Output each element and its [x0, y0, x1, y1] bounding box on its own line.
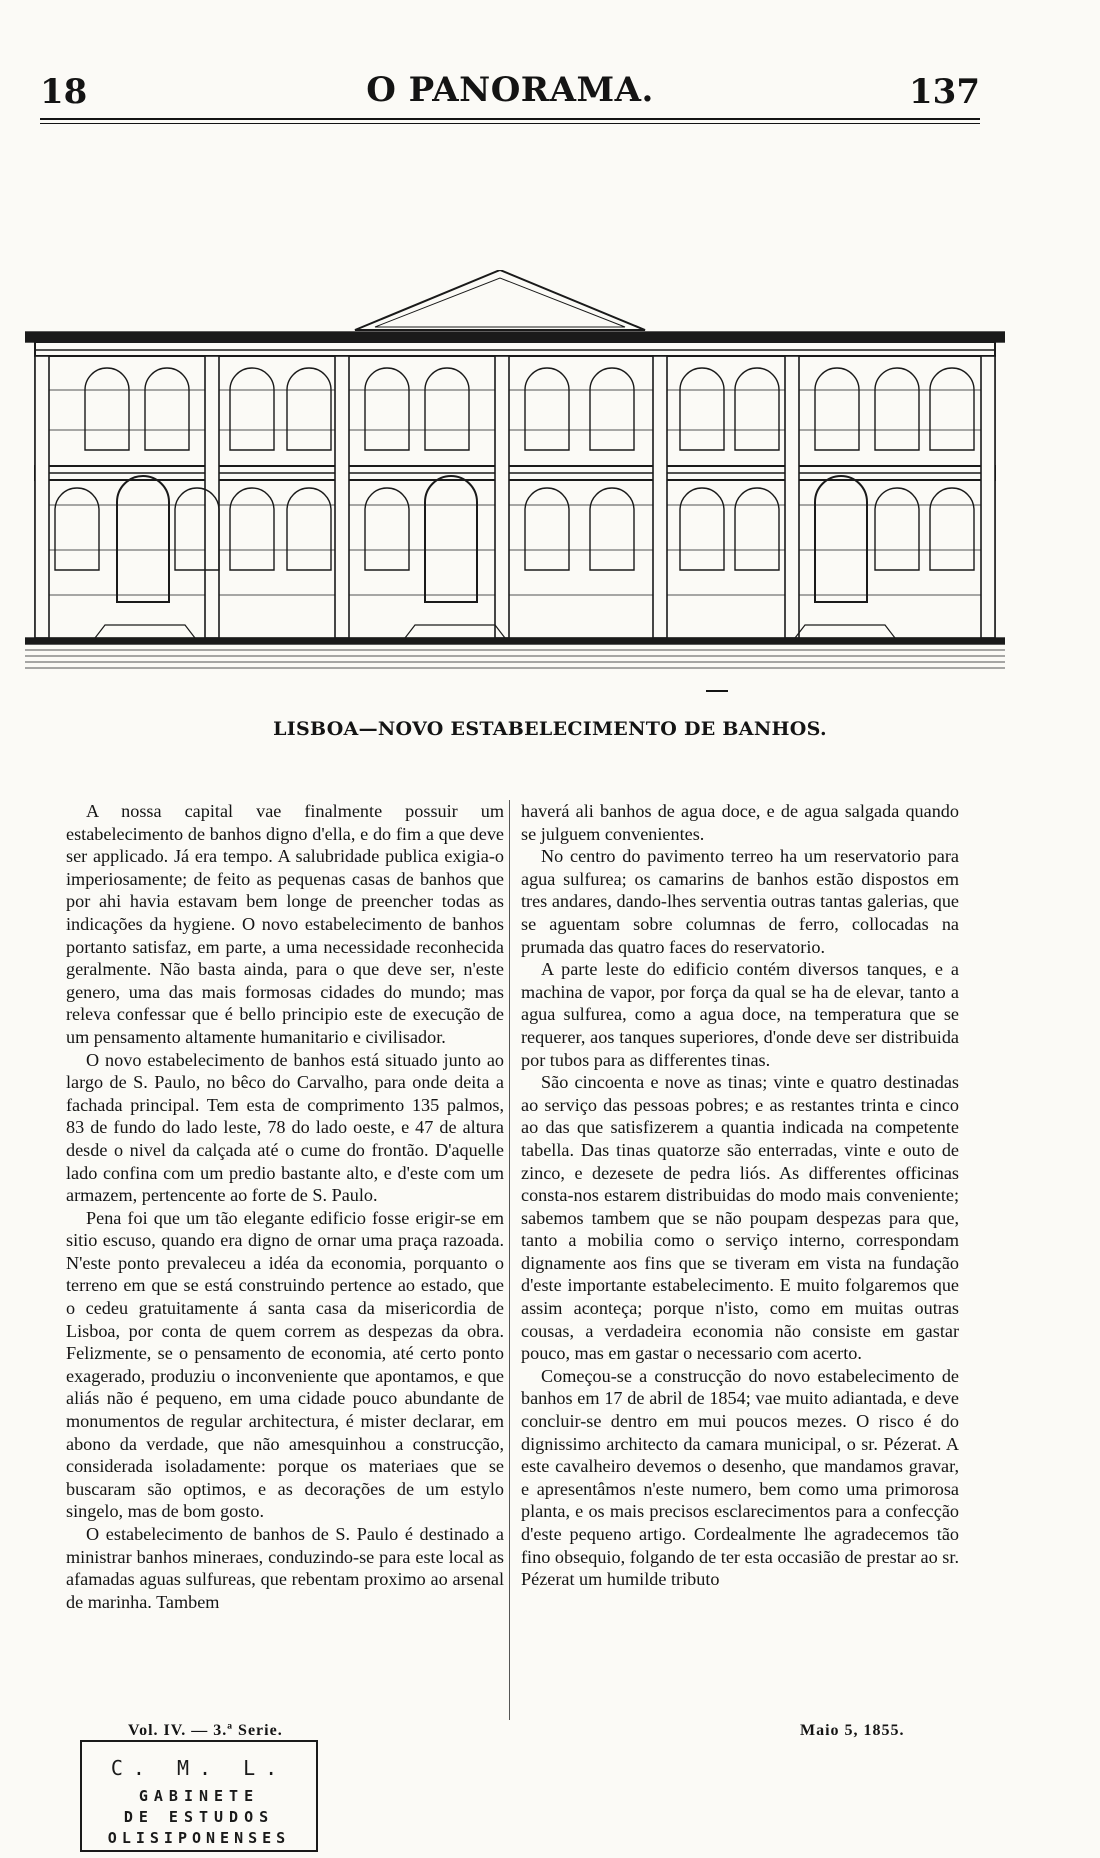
paragraph: No centro do pavimento terreo ha um reservatorio para agua sulfurea; os camarins de banhos estão dispostos em tres andares, dando-lhes serventia outras tantas galerias, que se aguentam sobre columnas de ferro, collocadas na prumada das quatro faces do reservatorio.: [521, 846, 959, 957]
article-column-right: [521, 800, 959, 1591]
paragraph: A parte leste do edificio contém diversos tanques, e a machina de vapor, por força da qual se ha de elevar, tanto a agua sulfurea, como a agua doce, na temperatura que se requerer, aos tanques superiores, d'onde deve ser distribuida por tubos para as differentes tinas.: [521, 959, 959, 1070]
date-footer: Maio 5, 1855.: [800, 1722, 905, 1739]
column-divider: [509, 800, 510, 1720]
illustration-caption: LISBOA—NOVO ESTABELECIMENTO DE BANHOS.: [273, 718, 827, 740]
separator-dash: [706, 690, 728, 692]
page-header: [40, 62, 980, 118]
paragraph: O estabelecimento de banhos de S. Paulo é destinado a ministrar banhos mineraes, conduzindo-se para este local as afamadas aguas sulfureas, que rebentam proximo ao arsenal de marinha. Tambem: [66, 1524, 504, 1612]
paragraph: haverá ali banhos de agua doce, e de agua salgada quando se julguem convenientes.: [521, 801, 959, 844]
paragraph: Começou-se a construcção do novo estabelecimento de banhos em 17 de abril de 1854; vae muito adiantada, e deve concluir-se dentro em mui poucos mezes. O risco é do dignissimo architecto da camara municipal, o sr. Pézerat. A este cavalheiro devemos o desenho, que mandamos gravar, e apresentâmos n'este numero, bem como uma primorosa planta, e os mais precisos esclarecimentos para a confecção d'este pequeno artigo. Cordealmente lhe agradecemos tão fino obsequio, folgando de ter esta occasião de prestar ao sr. Pézerat um humilde tributo: [521, 1365, 959, 1590]
library-stamp: [80, 1740, 318, 1852]
stamp-line: DE ESTUDOS: [123, 1808, 275, 1826]
stamp-line: C. M. L.: [110, 1756, 288, 1780]
stamp-line: OLISIPONENSES: [107, 1829, 291, 1847]
page-number-right: 137: [909, 72, 980, 112]
paragraph: São cincoenta e nove as tinas; vinte e quatro destinadas ao serviço das pessoas pobres; e as restantes trinta e cinco ao das que satisfizerem a quantia indicada na competente tabella. Das tinas quatorze são enterradas, vinte e outo de zinco, e dezesete de pedra liós. As differentes officinas consta-nos estarem distribuidas do modo mais conveniente; sabemos tambem que se não poupam despezas para que, tanto a mobilia como o serviço interno, correspondam dignamente aos fins que se tiveram em vista na fundação d'este importante estabelecimento. E muito folgaremos que assim aconteça; porque n'isto, como em muitas outras cousas, a verdadeira economia não consiste em gastar pouco, mas em gastar o necessario com acerto.: [521, 1072, 959, 1364]
publication-title: O PANORAMA.: [366, 70, 654, 110]
building-facade-illustration: [25, 270, 1005, 670]
header-rule: [40, 118, 980, 120]
page-number-left: 18: [40, 72, 88, 112]
paragraph: O novo estabelecimento de banhos está situado junto ao largo de S. Paulo, no bêco do Carvalho, para onde deita a fachada principal. Tem esta de comprimento 135 palmos, 83 de fundo do lado leste, 78 do lado oeste, e 47 de altura desde o nivel da calçada até o cume do frontão. D'aquelle lado confina com um predio bastante alto, e d'este com um armazem, pertencente ao forte de S. Paulo.: [66, 1049, 504, 1206]
header-rule-thin: [40, 123, 980, 124]
article-column-left: [66, 800, 504, 1613]
paragraph: Pena foi que um tão elegante edificio fosse erigir-se em sitio escuso, quando era digno de ornar uma praça razoada. N'este ponto prevaleceu a idéa da economia, porquanto o terreno em que se está construindo pertence ao estado, que o cedeu gratuitamente á santa casa da misericordia de Lisboa, por conta de quem correm as despezas da obra. Felizmente, se o pensamento de economia, até certo ponto exagerado, produziu o inconveniente que apontamos, e que aliás não é pequeno, em uma cidade pouco abundante de monumentos de regular architectura, é mister declarar, em abono da verdade, que não amesquinhou a construcção, considerada isoladamente: porque os materiaes que se buscaram são optimos, e as decorações de um estylo singelo, mas de bom gosto.: [66, 1207, 504, 1522]
volume-footer: Vol. IV. — 3.ª Serie.: [128, 1722, 283, 1739]
paragraph: A nossa capital vae finalmente possuir um estabelecimento de banhos digno d'ella, e do fim a que deve ser applicado. Já era tempo. A salubridade publica exigia-o imperiosamente; de feito as pequenas casas de banhos que por ahi havia estavam bem longe de preencher todas as indicações da hygiene. O novo estabelecimento de banhos portanto satisfaz, em parte, a uma necessidade reconhecida geralmente. Não basta ainda, para o que deve ser, n'este genero, uma das mais formosas cidades do mundo; mas releva confessar que é bello principio este de execução de um pensamento altamente humanitario e civilisador.: [66, 801, 504, 1047]
stamp-line: GABINETE: [138, 1787, 260, 1805]
